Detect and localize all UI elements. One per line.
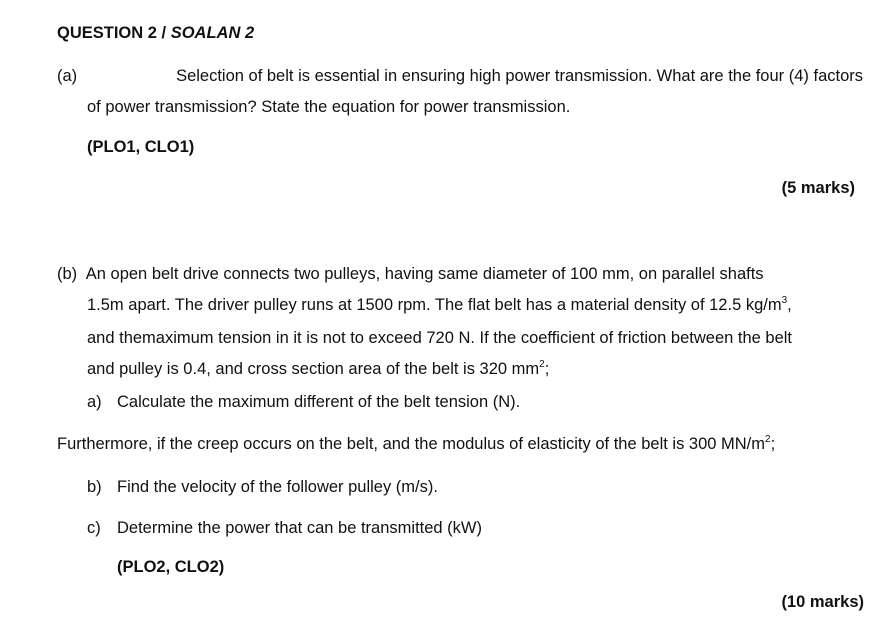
part-b-line-1 — [57, 264, 863, 284]
part-b-line-2-text: 1.5m apart. The driver pulley runs at 1500 rpm. The flat belt has a material density of 12.5 kg/m — [87, 296, 782, 314]
area-unit-superscript: 2 — [539, 358, 545, 370]
furthermore-end: ; — [770, 435, 776, 453]
part-a-label: (a) — [57, 67, 78, 85]
question-heading-malay: SOALAN 2 — [170, 24, 255, 42]
sub-question-b-text: Find the velocity of the follower pulley (m/s). — [117, 478, 438, 496]
question-heading — [57, 23, 254, 43]
sub-question-c-label: c) — [87, 519, 101, 537]
sub-question-a — [87, 392, 520, 412]
part-a-plo: (PLO1, CLO1) — [87, 138, 195, 156]
part-a-line-2: of power transmission? State the equation for power transmission. — [87, 98, 571, 116]
part-b-plo: (PLO2, CLO2) — [117, 558, 225, 576]
sub-question-c — [87, 518, 482, 538]
part-b-line-2-end: , — [787, 296, 792, 314]
furthermore-text: Furthermore, if the creep occurs on the belt, and the modulus of elasticity of the belt is 300 MN/m — [57, 435, 766, 453]
part-b-line-4-end: ; — [544, 360, 550, 378]
question-heading-main: QUESTION 2 / — [57, 24, 171, 42]
part-b-line-4 — [87, 359, 549, 379]
part-b-text-line-1: An open belt drive connects two pulleys, having same diameter of 100 mm, on parallel shafts — [85, 265, 764, 283]
sub-question-a-label: a) — [87, 393, 102, 411]
modulus-unit-superscript: 2 — [765, 433, 771, 445]
part-b-line-3: and themaximum tension in it is not to exceed 720 N. If the coefficient of friction between the belt — [87, 329, 793, 347]
sub-question-b-label: b) — [87, 478, 102, 496]
part-b-line-2 — [87, 295, 792, 315]
sub-question-a-text: Calculate the maximum different of the belt tension (N). — [117, 393, 521, 411]
part-a-line-1 — [57, 66, 863, 86]
sub-question-b — [87, 477, 438, 497]
part-b-label: (b) — [57, 265, 78, 283]
part-b-line-4-text: and pulley is 0.4, and cross section area of the belt is 320 mm — [87, 360, 540, 378]
part-b-marks: (10 marks) — [781, 593, 864, 611]
sub-question-c-text: Determine the power that can be transmitted (kW) — [117, 519, 482, 537]
part-a-text-line-1: Selection of belt is essential in ensuring high power transmission. What are the four (4) factors — [176, 67, 863, 85]
part-a-marks: (5 marks) — [781, 179, 855, 197]
density-unit-superscript: 3 — [781, 294, 788, 306]
furthermore-line — [57, 434, 775, 454]
